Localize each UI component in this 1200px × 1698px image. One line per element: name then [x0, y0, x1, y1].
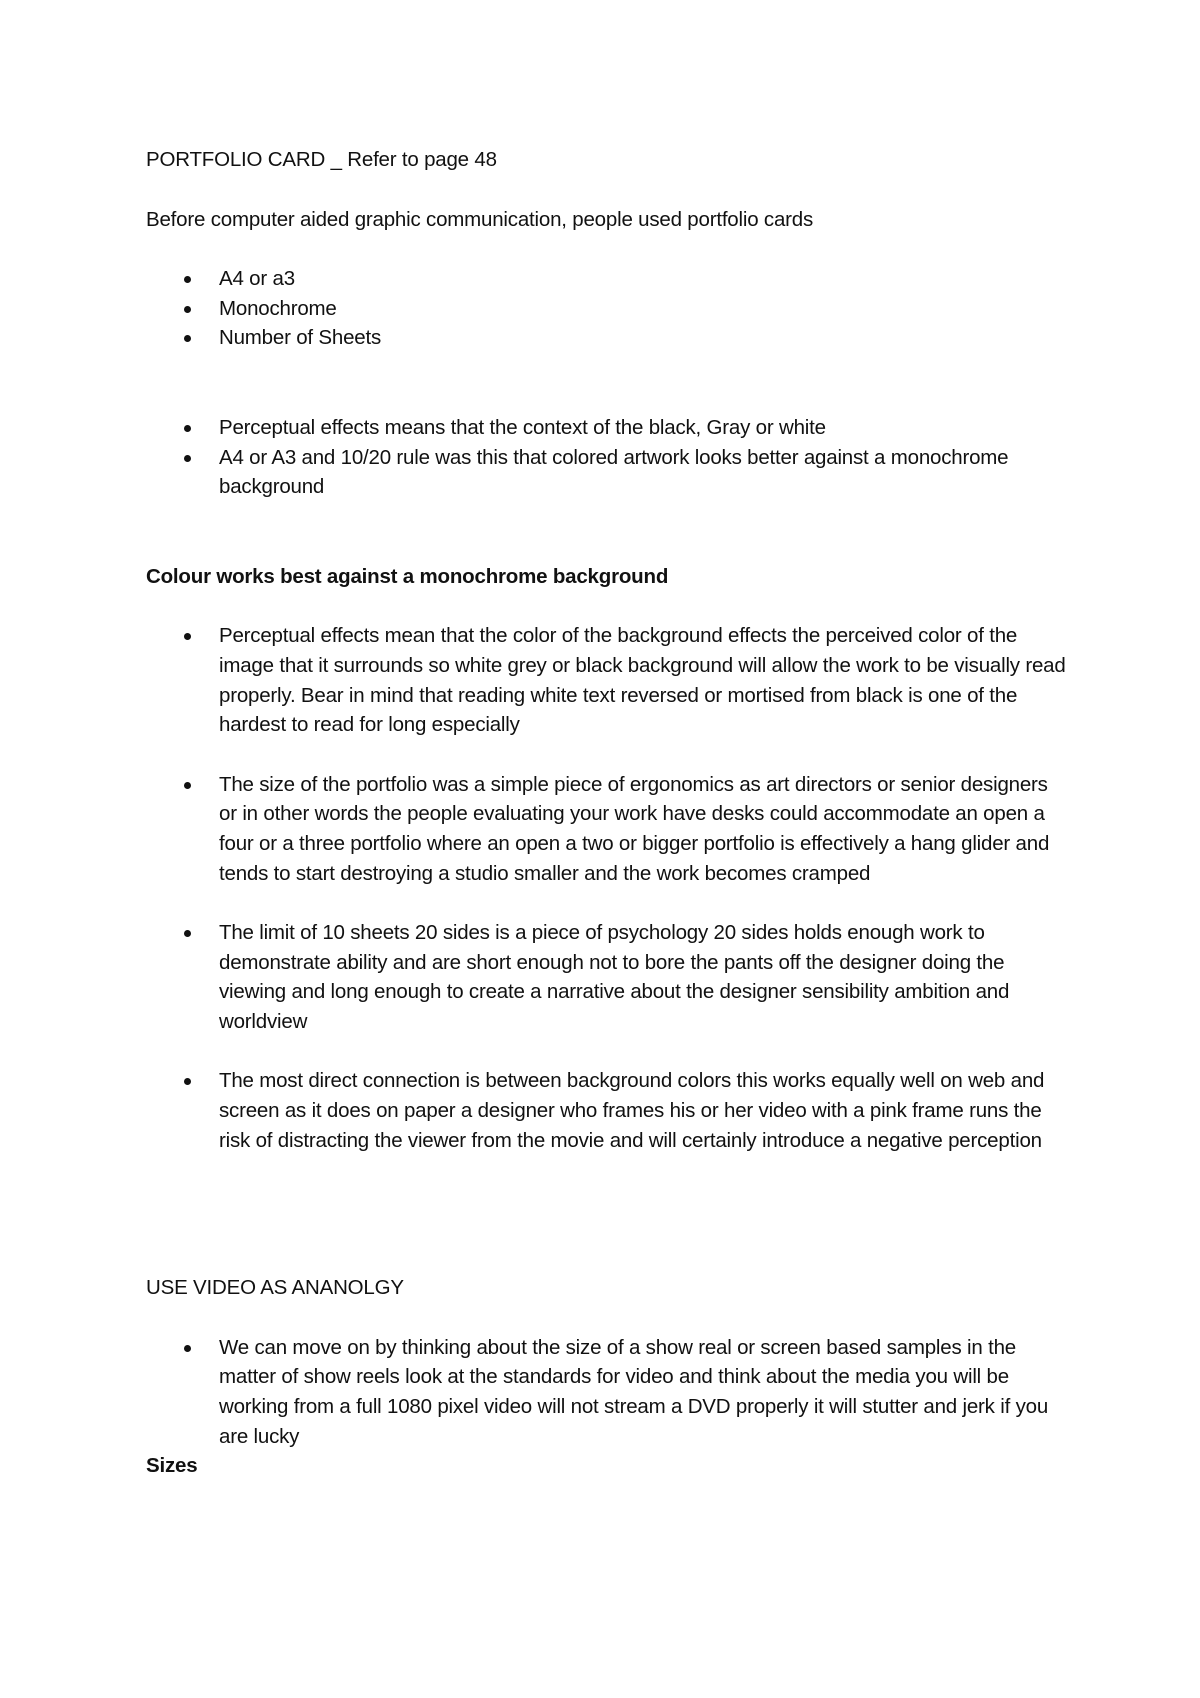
bullet-icon: [184, 633, 191, 640]
list-item: [146, 443, 1066, 502]
list-item-text: Monochrome: [219, 296, 337, 320]
bullet-icon: [184, 782, 191, 789]
sizes-label: Sizes: [146, 1454, 198, 1478]
format-list: [146, 264, 1066, 353]
spacer: [146, 591, 1066, 621]
spacer: [146, 234, 1066, 264]
rule-list: [146, 413, 1066, 502]
bullet-icon: [184, 306, 191, 313]
bullet-icon: [184, 930, 191, 937]
spacer: [146, 175, 1066, 205]
list-item: [146, 918, 1066, 1036]
list-item-text: The most direct connection is between background colors this works equally well on web and screen as it does on paper a designer who frames his or her video with a pink frame runs the risk of distracting the viewer from the movie and will certainly introduce a negative perception: [219, 1069, 1045, 1152]
spacer: [146, 502, 1066, 562]
bullet-icon: [184, 425, 191, 432]
list-item: [146, 323, 1066, 353]
spacer: [146, 1036, 1066, 1066]
list-item-text: A4 or A3 and 10/20 rule was this that colored artwork looks better against a monochrome background: [219, 445, 1009, 499]
explanation-list: [146, 621, 1066, 1155]
bullet-icon: [184, 1078, 191, 1085]
list-item: [146, 1066, 1066, 1155]
section-heading: Colour works best against a monochrome background: [146, 564, 669, 588]
video-list: [146, 1333, 1066, 1451]
list-item: [146, 621, 1066, 739]
spacer: [146, 353, 1066, 413]
list-item: [146, 1333, 1066, 1451]
list-item-text: We can move on by thinking about the size of a show real or screen based samples in the matter of show reels look at the standards for video and think about the media you will be working from a full 1080 pixel video will not stream a DVD properly it will stutter and jerk if you are lucky: [219, 1335, 1049, 1448]
spacer: [146, 740, 1066, 770]
list-item-text: Number of Sheets: [219, 326, 382, 350]
bullet-icon: [184, 1345, 191, 1352]
list-item-text: Perceptual effects means that the context of the black, Gray or white: [219, 415, 826, 439]
intro-paragraph: Before computer aided graphic communication, people used portfolio cards: [146, 207, 814, 231]
spacer: [146, 888, 1066, 918]
list-item-text: The size of the portfolio was a simple piece of ergonomics as art directors or senior designers or in other words the people evaluating your work have desks could accommodate an open a four or a three portfolio where an open a two or bigger portfolio is effectively a hang glider and tends to start destroying a studio smaller and the work becomes cramped: [219, 772, 1050, 885]
list-item: [146, 294, 1066, 324]
list-item: [146, 264, 1066, 294]
list-item-text: A4 or a3: [219, 267, 295, 291]
spacer: [146, 1303, 1066, 1333]
section-heading: USE VIDEO AS ANANOLGY: [146, 1276, 404, 1300]
bullet-icon: [184, 455, 191, 462]
list-item-text: Perceptual effects mean that the color of the background effects the perceived color of the image that it surrounds so white grey or black background will allow the work to be visually read properly. Bear in mind that reading white text reversed or mortised from black is one of the hardest to read for long especially: [219, 624, 1066, 737]
page-title: PORTFOLIO CARD _ Refer to page 48: [146, 148, 497, 171]
list-item-text: The limit of 10 sheets 20 sides is a piece of psychology 20 sides holds enough work to demonstrate ability and are short enough not to bore the pants off the designer doing the viewing and long enough to create a narrative about the designer sensibility ambition and worldview: [219, 921, 1010, 1033]
bullet-icon: [184, 335, 191, 342]
document-body: [146, 145, 1066, 1481]
spacer: [146, 1155, 1066, 1273]
list-item: [146, 770, 1066, 888]
list-item: [146, 413, 1066, 443]
bullet-icon: [184, 276, 191, 283]
